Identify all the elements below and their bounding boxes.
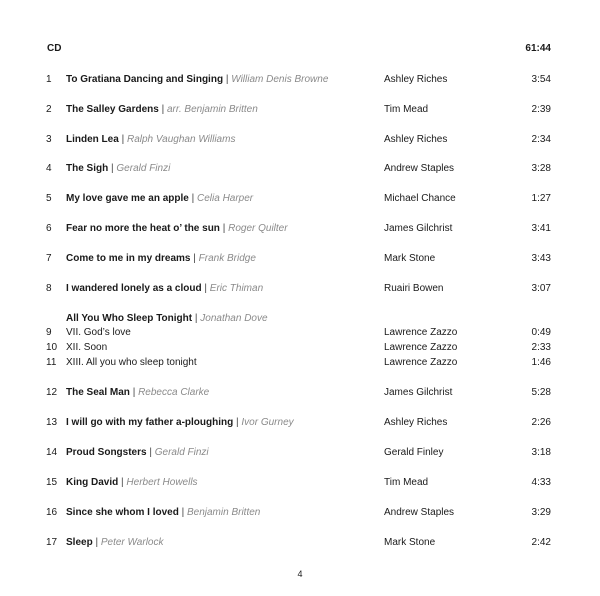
track-artist: Mark Stone — [384, 537, 436, 548]
track-title-line: My love gave me an apple | Celia Harper — [66, 193, 254, 204]
track-duration: 2:39 — [531, 104, 551, 115]
page-number: 4 — [297, 569, 303, 579]
track-row — [0, 446, 600, 460]
work-title-line: All You Who Sleep Tonight | Jonathan Dove — [66, 313, 268, 324]
track-title-line: Fear no more the heat o’ the sun | Roger Quilter — [66, 223, 288, 234]
track-title: King David — [66, 477, 119, 488]
track-artist: Andrew Staples — [384, 507, 455, 518]
track-row — [0, 192, 600, 206]
track-composer: Herbert Howells — [126, 477, 198, 488]
track-artist: Mark Stone — [384, 253, 436, 264]
track-artist: James Gilchrist — [384, 223, 453, 234]
track-duration: 3:43 — [531, 253, 551, 264]
track-row — [0, 222, 600, 236]
track-title: I will go with my father a-ploughing — [66, 417, 234, 428]
tracklist-header — [0, 43, 600, 57]
track-title-line: The Sigh | Gerald Finzi — [66, 163, 171, 174]
track-duration: 2:26 — [531, 417, 551, 428]
track-duration: 4:33 — [531, 477, 551, 488]
track-artist: Ashley Riches — [384, 417, 448, 428]
track-duration: 0:49 — [531, 327, 551, 338]
track-artist: Lawrence Zazzo — [384, 327, 458, 338]
track-number: 5 — [46, 193, 52, 204]
track-number: 7 — [46, 253, 52, 264]
movement-title: VII. God’s love — [66, 327, 131, 338]
track-row — [0, 416, 600, 430]
track-composer: Rebecca Clarke — [138, 387, 210, 398]
track-composer: Celia Harper — [197, 193, 254, 204]
track-number: 14 — [46, 447, 58, 458]
track-number: 15 — [46, 477, 58, 488]
track-row — [0, 133, 600, 147]
track-number: 8 — [46, 283, 52, 294]
track-title-line: The Salley Gardens | arr. Benjamin Britten — [66, 104, 258, 115]
work-heading — [0, 312, 600, 326]
track-artist: Ruairi Bowen — [384, 283, 444, 294]
track-duration: 3:54 — [531, 74, 551, 85]
track-artist: Michael Chance — [384, 193, 456, 204]
track-composer: Peter Warlock — [100, 537, 164, 548]
track-number: 6 — [46, 223, 52, 234]
track-title: Fear no more the heat o’ the sun — [66, 223, 220, 234]
track-artist: Ashley Riches — [384, 134, 448, 145]
track-duration: 2:33 — [531, 342, 551, 353]
movement-title: XIII. All you who sleep tonight — [66, 357, 197, 368]
track-duration: 1:46 — [531, 357, 551, 368]
track-composer: arr. Benjamin Britten — [167, 104, 258, 115]
track-artist: Lawrence Zazzo — [384, 342, 458, 353]
track-number: 4 — [46, 163, 52, 174]
track-title-line: Since she whom I loved | Benjamin Britten — [66, 507, 261, 518]
track-title: My love gave me an apple — [66, 193, 189, 204]
track-row — [0, 386, 600, 400]
track-title: Since she whom I loved — [66, 507, 179, 518]
track-title: Sleep — [66, 537, 93, 548]
track-number: 16 — [46, 507, 58, 518]
work-title: All You Who Sleep Tonight — [66, 313, 193, 324]
track-composer: Ralph Vaughan Williams — [126, 134, 236, 145]
track-number: 12 — [46, 387, 58, 398]
track-composer: Gerald Finzi — [116, 163, 171, 174]
track-composer: William Denis Browne — [231, 74, 329, 85]
track-number: 9 — [46, 327, 52, 338]
track-title: Linden Lea — [66, 134, 119, 145]
track-composer: Frank Bridge — [198, 253, 256, 264]
track-title: The Sigh — [66, 163, 109, 174]
track-composer: Ivor Gurney — [241, 417, 294, 428]
disc-label: CD — [47, 43, 62, 54]
track-title-line: The Seal Man | Rebecca Clarke — [66, 387, 210, 398]
track-title-line: Come to me in my dreams | Frank Bridge — [66, 253, 256, 264]
track-row — [0, 73, 600, 87]
track-artist: Tim Mead — [384, 477, 429, 488]
track-artist: James Gilchrist — [384, 387, 453, 398]
movement-row — [0, 356, 600, 370]
track-duration: 3:28 — [531, 163, 551, 174]
track-title: The Seal Man — [66, 387, 130, 398]
track-row — [0, 506, 600, 520]
track-duration: 3:18 — [531, 447, 551, 458]
track-title: Proud Songsters — [66, 447, 147, 458]
track-title-line: I wandered lonely as a cloud | Eric Thiman — [66, 283, 264, 294]
track-row — [0, 162, 600, 176]
track-title: To Gratiana Dancing and Singing — [66, 74, 224, 85]
track-title-line: To Gratiana Dancing and Singing | William Denis Browne — [66, 74, 329, 85]
track-number: 2 — [46, 104, 52, 115]
track-artist: Ashley Riches — [384, 74, 448, 85]
track-row — [0, 282, 600, 296]
track-number: 3 — [46, 134, 52, 145]
track-duration: 2:34 — [531, 134, 551, 145]
track-title-line: I will go with my father a-ploughing | Ivor Gurney — [66, 417, 294, 428]
movement-row — [0, 341, 600, 355]
track-number: 13 — [46, 417, 58, 428]
track-duration: 1:27 — [531, 193, 551, 204]
track-number: 1 — [46, 74, 52, 85]
track-number: 17 — [46, 537, 58, 548]
track-title-line: Linden Lea | Ralph Vaughan Williams — [66, 134, 236, 145]
track-row — [0, 536, 600, 550]
track-artist: Tim Mead — [384, 104, 429, 115]
track-duration: 3:41 — [531, 223, 551, 234]
total-time: 61:44 — [525, 43, 551, 54]
track-duration: 3:29 — [531, 507, 551, 518]
track-title: I wandered lonely as a cloud — [66, 283, 202, 294]
track-number: 10 — [46, 342, 58, 353]
work-composer: Jonathan Dove — [200, 313, 268, 324]
track-title: Come to me in my dreams — [66, 253, 191, 264]
track-composer: Eric Thiman — [209, 283, 264, 294]
track-artist: Gerald Finley — [384, 447, 444, 458]
movement-title: XII. Soon — [66, 342, 108, 353]
track-composer: Benjamin Britten — [186, 507, 261, 518]
track-title: The Salley Gardens — [66, 104, 159, 115]
track-number: 11 — [46, 357, 57, 368]
track-title-line: Sleep | Peter Warlock — [66, 537, 164, 548]
track-title-line: King David | Herbert Howells — [66, 477, 198, 488]
track-row — [0, 103, 600, 117]
track-duration: 5:28 — [531, 387, 551, 398]
movement-row — [0, 326, 600, 340]
track-row — [0, 252, 600, 266]
track-composer: Roger Quilter — [228, 223, 288, 234]
track-duration: 3:07 — [531, 283, 551, 294]
track-composer: Gerald Finzi — [154, 447, 209, 458]
track-title-line: Proud Songsters | Gerald Finzi — [66, 447, 209, 458]
track-artist: Andrew Staples — [384, 163, 455, 174]
track-artist: Lawrence Zazzo — [384, 357, 458, 368]
track-duration: 2:42 — [531, 537, 551, 548]
track-row — [0, 476, 600, 490]
